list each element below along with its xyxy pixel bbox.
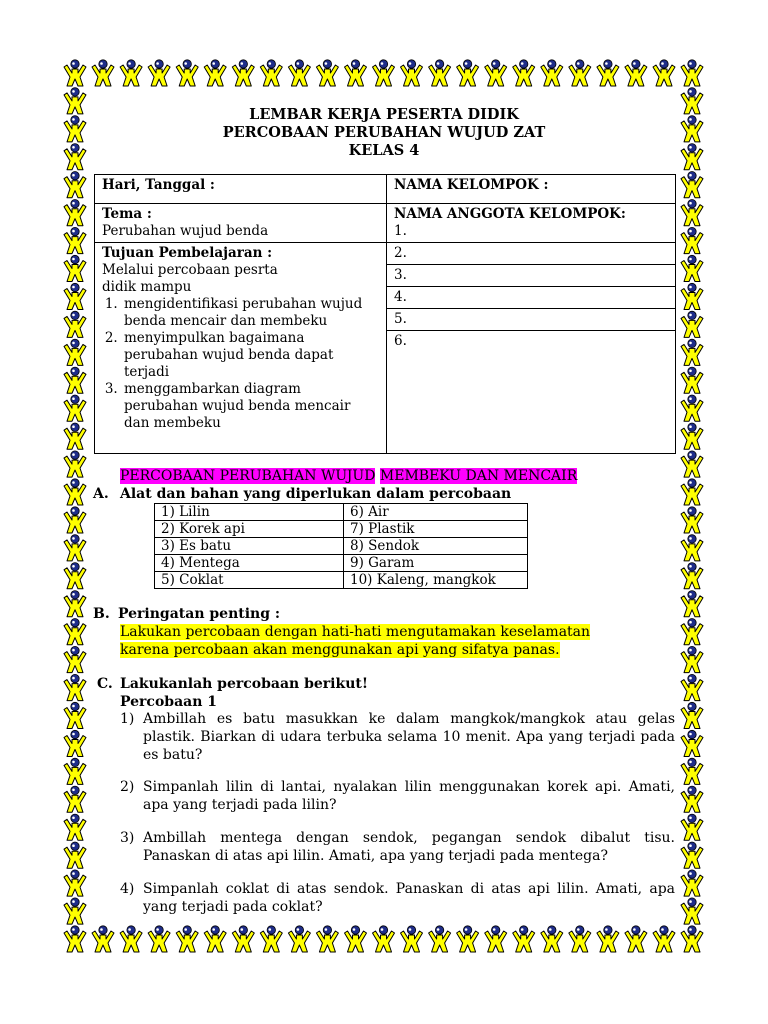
section-c-letter: C. bbox=[97, 676, 113, 692]
step-item bbox=[120, 778, 675, 814]
warning-line-1 bbox=[120, 624, 590, 641]
step-number: 4) bbox=[120, 881, 135, 897]
step-text: Ambillah es batu masukkan ke dalam mangkok/mangkok atau gelas plastik. Biarkan di udara terbuka selama 10 menit. Apa yang terjadi pada es batu? bbox=[143, 711, 675, 763]
anggota-cell-1 bbox=[387, 204, 676, 243]
anggota-cell-5 bbox=[387, 309, 676, 331]
tujuan-cell bbox=[95, 243, 387, 454]
tema-label: Tema : bbox=[102, 206, 152, 222]
section-a-letter: A. bbox=[93, 486, 109, 502]
material-cell: 7) Plastik bbox=[344, 521, 528, 538]
anggota-cell-4 bbox=[387, 287, 676, 309]
section-a-title: Alat dan bahan yang diperlukan dalam percobaan bbox=[120, 486, 512, 502]
warning-line-2 bbox=[120, 642, 560, 659]
step-text: Simpanlah coklat di atas sendok. Panaskan di atas api lilin. Amati, apa yang terjadi pada coklat? bbox=[143, 881, 675, 915]
section-b-letter: B. bbox=[93, 606, 110, 622]
tujuan-intro-1: Melalui percobaan pesrta bbox=[102, 262, 278, 278]
anggota-item: 5. bbox=[394, 311, 407, 327]
anggota-item: 4. bbox=[394, 289, 407, 305]
warning-text-2: karena percobaan akan menggunakan api yang sifatya panas. bbox=[120, 642, 560, 658]
materials-table bbox=[154, 503, 528, 589]
warning-text-1: Lakukan percobaan dengan hati-hati mengutamakan keselamatan bbox=[120, 624, 591, 640]
tujuan-label: Tujuan Pembelajaran : bbox=[102, 245, 273, 261]
worksheet-subtitle: PERCOBAAN PERUBAHAN WUJUD ZAT bbox=[222, 124, 546, 141]
tema-cell bbox=[95, 204, 387, 243]
step-number: 2) bbox=[120, 779, 135, 795]
anggota-cell-2 bbox=[387, 243, 676, 265]
worksheet-title: LEMBAR KERJA PESERTA DIDIK bbox=[249, 106, 519, 123]
tujuan-item: 1. mengidentifikasi perubahan wujud benda mencair dan membeku bbox=[122, 296, 379, 330]
tujuan-item: 2. menyimpulkan bagaimana perubahan wujud benda dapat terjadi bbox=[122, 330, 379, 381]
nama-kelompok-cell bbox=[387, 175, 676, 204]
anggota-item: 6. bbox=[394, 333, 407, 349]
step-item bbox=[120, 880, 675, 916]
anggota-item: 2. bbox=[394, 245, 407, 261]
anggota-cell-6 bbox=[387, 331, 676, 454]
material-cell: 1) Lilin bbox=[155, 504, 344, 521]
info-table bbox=[94, 174, 676, 454]
material-cell: 4) Mentega bbox=[155, 555, 344, 572]
worksheet-class: KELAS 4 bbox=[348, 142, 420, 159]
anggota-cell-3 bbox=[387, 265, 676, 287]
step-text: Simpanlah lilin di lantai, nyalakan lilin menggunakan korek api. Amati, apa yang terjadi pada lilin? bbox=[143, 779, 675, 813]
step-text: Ambillah mentega dengan sendok, pegangan sendok dibalut tisu. Panaskan di atas api lilin. Amati, apa yang terjadi pada mentega? bbox=[143, 830, 675, 864]
anggota-item: 1. bbox=[394, 223, 407, 239]
section-b-title: Peringatan penting : bbox=[118, 606, 281, 622]
nama-kelompok-label: NAMA KELOMPOK : bbox=[394, 177, 549, 193]
tujuan-intro-2: didik mampu bbox=[102, 279, 192, 295]
material-cell: 3) Es batu bbox=[155, 538, 344, 555]
section-heading-part2: MEMBEKU DAN MENCAIR bbox=[379, 468, 578, 484]
tema-value: Perubahan wujud benda bbox=[102, 223, 269, 239]
material-cell: 2) Korek api bbox=[155, 521, 344, 538]
material-cell: 5) Coklat bbox=[155, 572, 344, 589]
section-heading bbox=[120, 468, 577, 485]
anggota-label: NAMA ANGGOTA KELOMPOK: bbox=[394, 206, 626, 222]
material-cell: 10) Kaleng, mangkok bbox=[344, 572, 528, 589]
section-heading-part1: PERCOBAAN PERUBAHAN WUJUD bbox=[120, 468, 376, 484]
step-item bbox=[120, 710, 675, 764]
section-c-title: Lakukanlah percobaan berikut! bbox=[120, 676, 368, 692]
step-item bbox=[120, 829, 675, 865]
step-number: 1) bbox=[120, 711, 135, 727]
tujuan-item: 3. menggambarkan diagram perubahan wujud benda mencair dan membeku bbox=[122, 381, 379, 432]
material-cell: 6) Air bbox=[344, 504, 528, 521]
material-cell: 8) Sendok bbox=[344, 538, 528, 555]
tujuan-list bbox=[102, 296, 379, 432]
material-cell: 9) Garam bbox=[344, 555, 528, 572]
hari-tanggal-cell bbox=[95, 175, 387, 204]
percobaan-subtitle: Percobaan 1 bbox=[120, 694, 218, 710]
step-number: 3) bbox=[120, 830, 135, 846]
hari-tanggal-label: Hari, Tanggal : bbox=[102, 177, 215, 193]
anggota-item: 3. bbox=[394, 267, 407, 283]
